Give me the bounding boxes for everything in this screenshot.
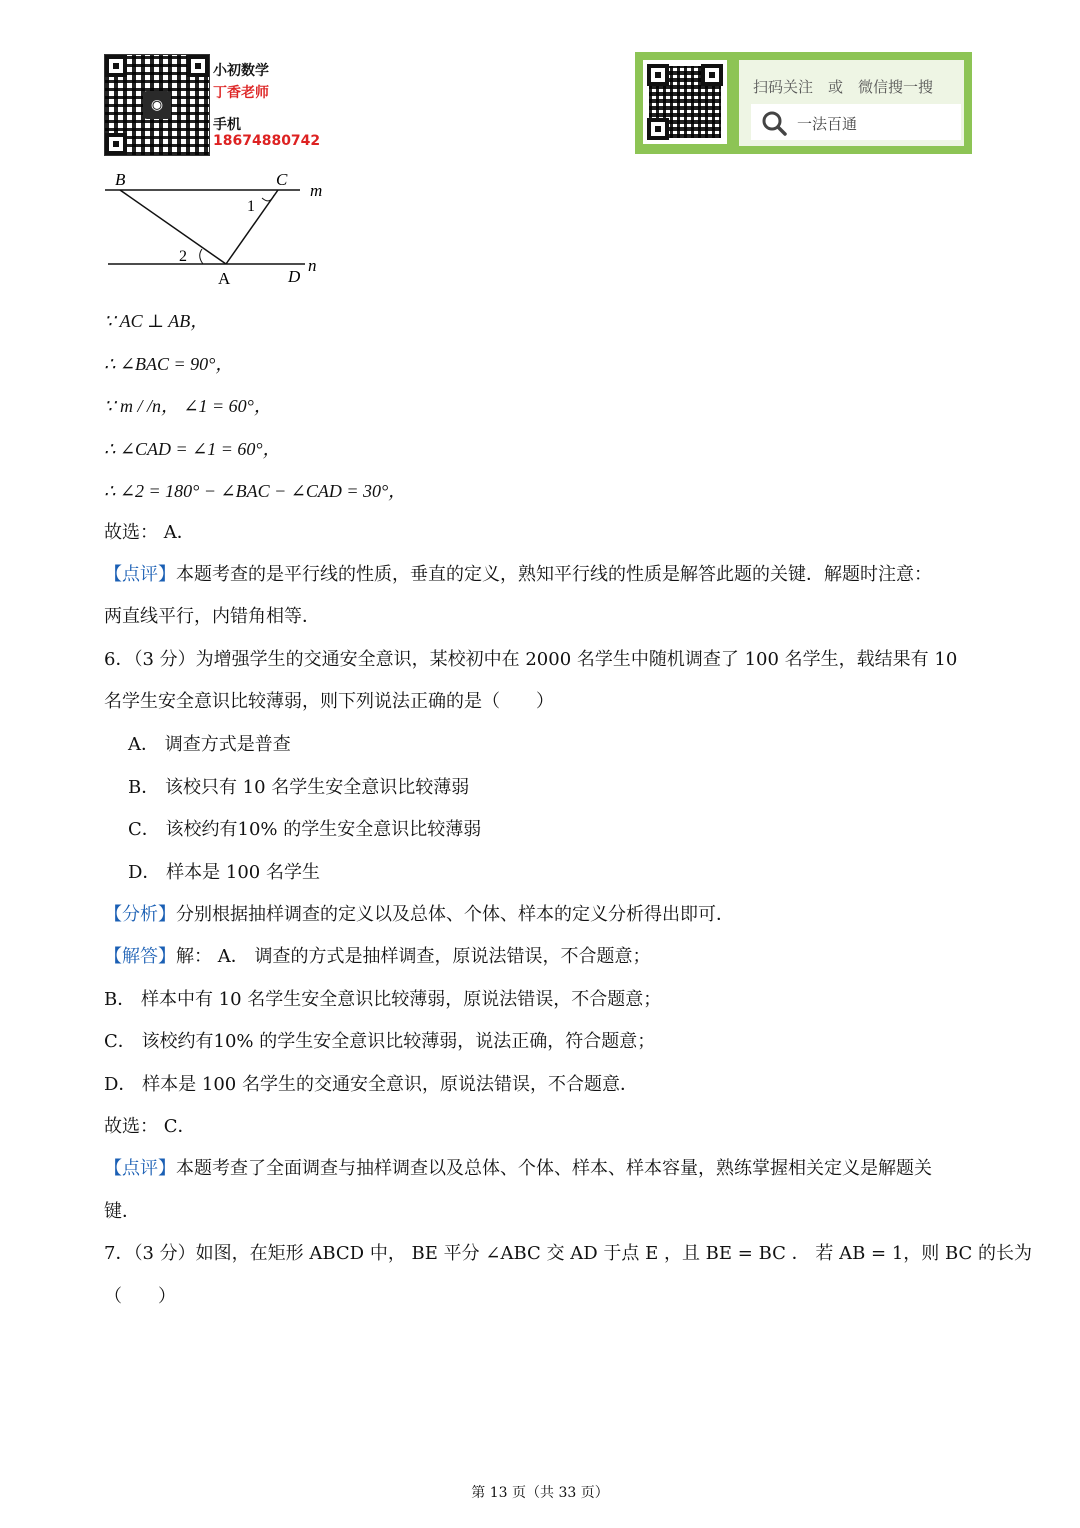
q6-answer-c: C． 该校约有10% 的学生安全意识比较薄弱，说法正确，符合题意；	[104, 1031, 656, 1052]
label-d: D	[288, 267, 301, 286]
answer-tag: 【解答】	[104, 946, 176, 967]
comment-text: 本题考查了全面调查与抽样调查以及总体、个体、样本、样本容量，熟练掌握相关定义是解题关	[176, 1158, 932, 1179]
promo-qr-code	[643, 60, 727, 144]
q6-answer-b: B． 样本中有 10 名学生安全意识比较薄弱，原说法错误，不合题意；	[104, 989, 662, 1010]
solution-step-2: ∴ ∠BAC = 90°，	[104, 354, 234, 374]
q5-comment-cont: 两直线平行，内错角相等．	[104, 606, 320, 627]
search-icon	[761, 110, 787, 136]
label-a: A	[218, 269, 231, 288]
q6-analysis	[104, 902, 734, 928]
label-b: B	[115, 170, 126, 189]
wechat-icon: ◉	[143, 91, 171, 119]
q7-stem-line-2: （ ）	[104, 1286, 176, 1307]
q6-answer-d: D． 样本是 100 名学生的交通安全意识，原说法错误，不合题意．	[104, 1074, 638, 1095]
analysis-tag: 【分析】	[104, 904, 176, 925]
analysis-text: 分别根据抽样调查的定义以及总体、个体、样本的定义分析得出即可．	[176, 904, 734, 925]
comment-tag: 【点评】	[104, 564, 176, 585]
q6-option-b: B． 该校只有 10 名学生安全意识比较薄弱	[128, 777, 470, 798]
qr-finder	[105, 133, 127, 155]
qr-finder	[647, 118, 669, 140]
q7-stem-line-1: 7．（3 分）如图，在矩形 ABCD 中， BE 平分 ∠ABC 交 AD 于点 E ，且 BE = BC ． 若 AB = 1，则 BC 的长为	[104, 1243, 1033, 1264]
qr-finder	[187, 55, 209, 77]
q6-stem-line-2: 名学生安全意识比较薄弱，则下列说法正确的是（ ）	[104, 691, 554, 712]
label-n: n	[308, 256, 317, 275]
solution-step-1: ∵ AC ⊥ AB，	[104, 311, 209, 331]
angle-1-arc	[262, 195, 274, 201]
q6-option-a: A． 调查方式是普查	[128, 734, 291, 755]
q6-stem-line-1: 6．（3 分）为增强学生的交通安全意识，某校初中在 2000 名学生中随机调查了 100 名学生，载结果有 10	[104, 649, 958, 670]
qr-finder	[105, 55, 127, 77]
qr-finder	[701, 64, 723, 86]
search-text: 一法百通	[797, 115, 858, 133]
label-c: C	[276, 170, 288, 189]
angle-2-arc	[200, 249, 203, 264]
parallel-lines-figure	[100, 165, 340, 295]
q6-option-d: D． 样本是 100 名学生	[128, 862, 320, 883]
comment-text: 本题考查的是平行线的性质，垂直的定义，熟知平行线的性质是解答此题的关键．解题时注意：	[176, 564, 932, 585]
search-box[interactable]	[751, 104, 961, 140]
q6-answer	[104, 944, 650, 970]
label-angle-2: 2	[179, 248, 187, 265]
promo-panel	[739, 60, 964, 146]
promo-title: 扫码关注 或 微信搜一搜	[753, 78, 934, 96]
qr-finder	[647, 64, 669, 86]
solution-step-4: ∴ ∠CAD = ∠1 = 60°，	[104, 439, 281, 459]
label-angle-1: 1	[247, 198, 255, 215]
contact-phone-label: 手机	[213, 117, 241, 133]
q5-choice: 故选： A．	[104, 522, 195, 543]
label-m: m	[310, 181, 323, 200]
solution-step-3: ∵ m / /n， ∠1 = 60°，	[104, 396, 272, 416]
q6-comment-cont: 键．	[104, 1201, 140, 1222]
q6-choice: 故选： C．	[104, 1116, 196, 1137]
wechat-qr-code	[104, 54, 210, 156]
solution-step-5: ∴ ∠2 = 180° − ∠BAC − ∠CAD = 30°，	[104, 481, 407, 501]
contact-subject: 小初数学	[213, 63, 269, 79]
promo-banner	[635, 52, 972, 154]
answer-text: 解： A． 调查的方式是抽样调查，原说法错误，不合题意；	[176, 946, 651, 967]
segment-ab	[120, 190, 226, 264]
contact-teacher: 丁香老师	[213, 85, 269, 101]
q6-comment	[104, 1156, 932, 1182]
q5-comment	[104, 562, 932, 588]
q6-option-c: C． 该校约有10% 的学生安全意识比较薄弱	[128, 819, 482, 840]
contact-phone: 18674880742	[213, 133, 321, 149]
page-number: 第 13 页（共 33 页）	[471, 1485, 609, 1501]
comment-tag: 【点评】	[104, 1158, 176, 1179]
